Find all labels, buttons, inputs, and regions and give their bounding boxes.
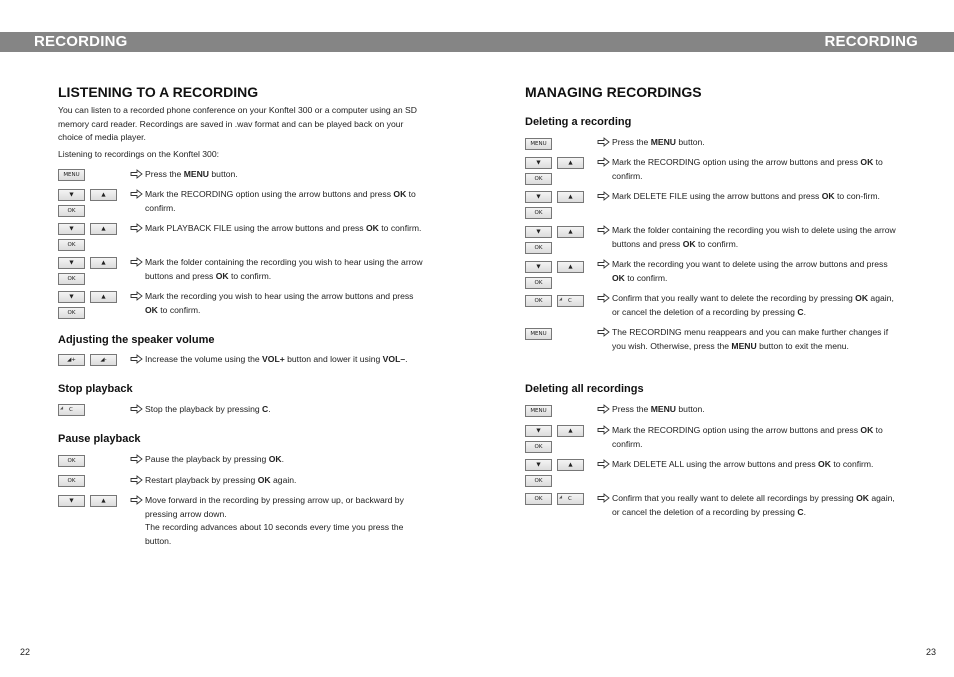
delete-step-5: Mark the recording you want to delete using the arrow buttons and press OK to confirm. <box>612 259 888 283</box>
ok-key: OK <box>525 207 552 219</box>
c-key-tag: ◢ <box>60 405 64 410</box>
arrow-right-icon <box>597 137 610 147</box>
delete-step-4: Mark the folder containing the recording you wish to delete using the arrow buttons and press OK to confirm. <box>612 225 896 249</box>
down-key: ▼ <box>525 226 552 238</box>
listen-step-2: Mark the RECORDING option using the arrow buttons and press OK to confirm. <box>145 189 416 213</box>
delete-step-1: Press the MENU button. <box>612 137 705 147</box>
left-intro: You can listen to a recorded phone conference on your Konftel 300 or a computer using an SD memory card reader. Recordings are saved in .wav format and can be played back on your choice of media player. <box>58 105 417 142</box>
header-bar <box>0 32 954 52</box>
delete-all-step-1: Press the MENU button. <box>612 404 705 414</box>
menu-key: MENU <box>525 405 552 417</box>
down-key: ▼ <box>58 291 85 303</box>
listen-step-1: Press the MENU button. <box>145 169 238 179</box>
delete-step-3: Mark DELETE FILE using the arrow buttons and press OK to con-firm. <box>612 191 880 201</box>
arrow-right-icon <box>597 493 610 503</box>
vol-plus-key: ◢+ <box>58 354 85 366</box>
pause-step-3b: The recording advances about 10 seconds every time you press the button. <box>145 522 404 546</box>
arrow-right-icon <box>597 425 610 435</box>
left-intro2: Listening to recordings on the Konftel 300: <box>58 149 220 159</box>
ok-key: OK <box>525 277 552 289</box>
menu-key: MENU <box>58 169 85 181</box>
arrow-right-icon <box>130 475 143 485</box>
pause-section-title: Pause playback <box>58 433 141 445</box>
up-key: ▲ <box>90 257 117 269</box>
arrow-right-icon <box>130 291 143 301</box>
up-key: ▲ <box>90 189 117 201</box>
c-key-label: C <box>568 496 572 502</box>
delete-step-7: The RECORDING menu reappears and you can make further changes if you wish. Otherwise, press the MENU button to exit the menu. <box>612 327 889 351</box>
arrow-right-icon <box>130 404 143 414</box>
pause-step-1: Pause the playback by pressing OK. <box>145 454 285 464</box>
up-key: ▲ <box>90 495 117 507</box>
listen-step-4: Mark the folder containing the recording you wish to hear using the arrow buttons and press OK to confirm. <box>145 257 423 281</box>
page-number-left: 22 <box>20 647 31 657</box>
right-page-title: MANAGING RECORDINGS <box>525 84 702 100</box>
up-key: ▲ <box>557 261 584 273</box>
delete-all-section-title: Deleting all recordings <box>525 383 644 395</box>
up-key: ▲ <box>557 226 584 238</box>
vol-minus-key: ◢- <box>90 354 117 366</box>
arrow-right-icon <box>597 404 610 414</box>
listen-step-3: Mark PLAYBACK FILE using the arrow buttons and press OK to confirm. <box>145 223 422 233</box>
c-key-tag: ◢ <box>559 296 563 301</box>
arrow-right-icon <box>597 327 610 337</box>
up-key: ▲ <box>557 191 584 203</box>
up-key: ▲ <box>557 157 584 169</box>
delete-all-step-3: Mark DELETE ALL using the arrow buttons and press OK to confirm. <box>612 459 874 469</box>
c-key <box>58 404 85 416</box>
ok-key: OK <box>58 239 85 251</box>
arrow-right-icon <box>130 223 143 233</box>
up-key: ▲ <box>557 459 584 471</box>
delete-all-step-2: Mark the RECORDING option using the arrow buttons and press OK to confirm. <box>612 425 883 449</box>
arrow-right-icon <box>130 189 143 199</box>
up-key: ▲ <box>90 223 117 235</box>
header-right-title: RECORDING <box>824 33 918 50</box>
arrow-right-icon <box>130 257 143 267</box>
page-number-right: 23 <box>925 647 936 657</box>
pause-step-3: Move forward in the recording by pressing arrow up, or backward by pressing arrow down. <box>145 495 404 519</box>
c-key-label: C <box>568 298 572 304</box>
down-key: ▼ <box>58 257 85 269</box>
up-key: ▲ <box>90 291 117 303</box>
ok-key: OK <box>525 475 552 487</box>
ok-key: OK <box>58 205 85 217</box>
menu-key: MENU <box>525 328 552 340</box>
down-key: ▼ <box>525 425 552 437</box>
ok-key: OK <box>525 493 552 505</box>
left-page-title: LISTENING TO A RECORDING <box>58 84 259 100</box>
c-key <box>557 493 584 505</box>
arrow-right-icon <box>597 157 610 167</box>
arrow-right-icon <box>597 225 610 235</box>
down-key: ▼ <box>58 189 85 201</box>
delete-all-step-4: Confirm that you really want to delete all recordings by pressing OK again, or cancel the deletion of a recording by pressing C. <box>612 493 895 517</box>
delete-section-title: Deleting a recording <box>525 116 632 128</box>
ok-key: OK <box>58 273 85 285</box>
down-key: ▼ <box>525 191 552 203</box>
arrow-right-icon <box>597 259 610 269</box>
ok-key: OK <box>525 295 552 307</box>
delete-step-6: Confirm that you really want to delete the recording by pressing OK again, or cancel the deletion of a recording by pressing C. <box>612 293 894 317</box>
arrow-right-icon <box>597 191 610 201</box>
arrow-right-icon <box>597 293 610 303</box>
delete-step-2: Mark the RECORDING option using the arrow buttons and press OK to confirm. <box>612 157 883 181</box>
arrow-right-icon <box>130 169 143 179</box>
down-key: ▼ <box>58 223 85 235</box>
arrow-right-icon <box>130 495 143 505</box>
c-key-tag: ◢ <box>559 494 563 499</box>
header-left-title: RECORDING <box>34 33 128 50</box>
speaker-section-title: Adjusting the speaker volume <box>58 334 215 346</box>
c-key <box>557 295 584 307</box>
down-key: ▼ <box>525 261 552 273</box>
down-key: ▼ <box>525 157 552 169</box>
menu-key: MENU <box>525 138 552 150</box>
ok-key: OK <box>525 242 552 254</box>
stop-step: Stop the playback by pressing C. <box>145 404 271 414</box>
ok-key: OK <box>58 307 85 319</box>
pause-step-2: Restart playback by pressing OK again. <box>145 475 297 485</box>
ok-key: OK <box>525 441 552 453</box>
ok-key: OK <box>525 173 552 185</box>
arrow-right-icon <box>597 459 610 469</box>
stop-section-title: Stop playback <box>58 383 133 395</box>
ok-key: OK <box>58 455 85 467</box>
speaker-step: Increase the volume using the VOL+ button and lower it using VOL–. <box>145 354 408 364</box>
c-key-label: C <box>69 407 73 413</box>
down-key: ▼ <box>525 459 552 471</box>
up-key: ▲ <box>557 425 584 437</box>
down-key: ▼ <box>58 495 85 507</box>
listen-step-5: Mark the recording you wish to hear using the arrow buttons and press OK to confirm. <box>145 291 414 315</box>
ok-key: OK <box>58 475 85 487</box>
arrow-right-icon <box>130 454 143 464</box>
arrow-right-icon <box>130 354 143 364</box>
